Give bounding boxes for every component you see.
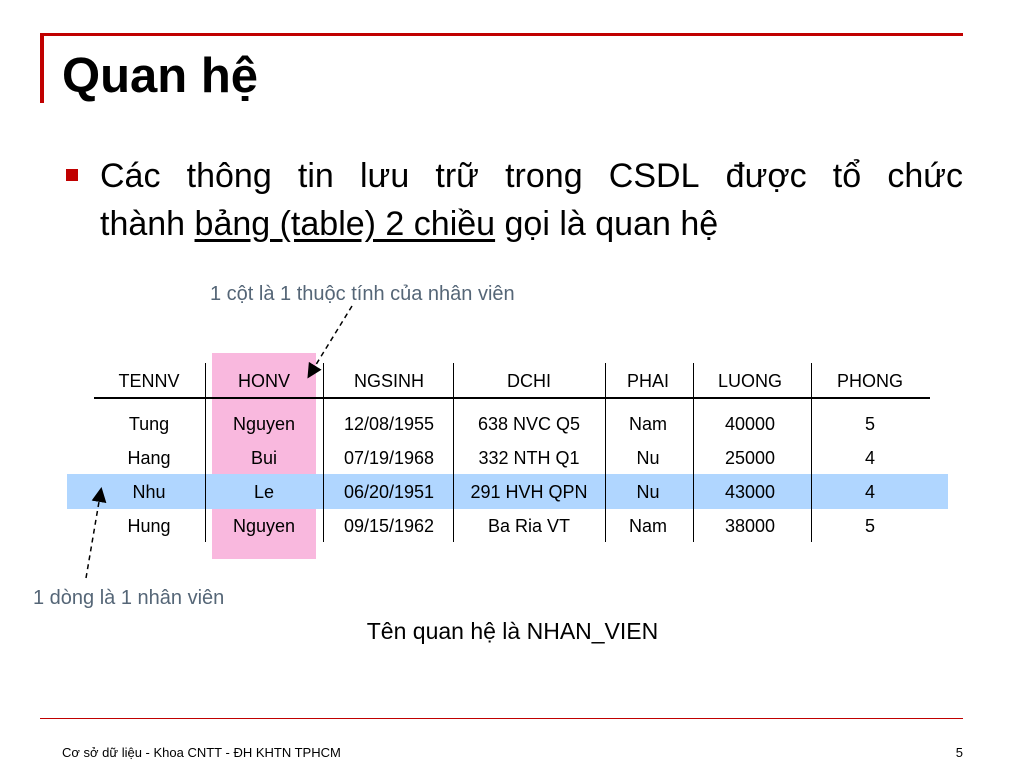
bullet-line-2-post: gọi là quan hệ — [495, 205, 719, 243]
bullet-word: Các — [100, 157, 161, 195]
bullet-word: tin — [297, 157, 334, 195]
table-cell: Nguyen — [232, 516, 296, 536]
page-number: 5 — [955, 745, 963, 760]
table-cell: 12/08/1955 — [343, 414, 435, 434]
table-cell: 4 — [864, 448, 875, 468]
bullet-word: tổ — [832, 157, 862, 195]
bullet-underlined-phrase: bảng (table) 2 chiều — [194, 205, 496, 243]
table-cell: 638 NVC Q5 — [477, 414, 581, 434]
column-header: DCHI — [507, 371, 551, 391]
relation-name-caption: Tên quan hệ là NHAN_VIEN — [366, 618, 659, 644]
table-cell: 40000 — [724, 414, 776, 434]
footer-text: Cơ sở dữ liệu - Khoa CNTT - ĐH KHTN TPHCM — [62, 745, 341, 760]
table-cell: Nhu — [132, 482, 166, 502]
table-cell: Le — [253, 482, 275, 502]
column-annotation: 1 cột là 1 thuộc tính của nhân viên — [210, 283, 515, 305]
table-cell: 07/19/1968 — [343, 448, 435, 468]
table-cell: 4 — [864, 482, 875, 502]
bullet-word: chức — [887, 157, 963, 195]
table-cell: 06/20/1951 — [343, 482, 435, 502]
column-annotation-arrow — [309, 306, 352, 376]
slide-title: Quan hệ — [62, 49, 259, 103]
table-cell: 25000 — [724, 448, 776, 468]
bullet-word: trong — [505, 157, 583, 195]
table-cell: Tung — [128, 414, 170, 434]
footer-divider — [40, 718, 963, 719]
table-cell: Nguyen — [232, 414, 296, 434]
table-cell: Hung — [127, 516, 171, 536]
bullet-word: trữ — [435, 157, 479, 195]
table-cell: 5 — [864, 516, 875, 536]
column-header: PHAI — [626, 371, 669, 391]
bullet-word: CSDL — [608, 157, 700, 195]
table-cell: Hang — [127, 448, 171, 468]
table-cell: 5 — [864, 414, 875, 434]
table-cell: 291 HVH QPN — [470, 482, 588, 502]
table-cell: Nam — [628, 414, 667, 434]
bullet-word: thông — [186, 157, 272, 195]
column-header: LUONG — [717, 371, 782, 391]
column-header: PHONG — [836, 371, 903, 391]
table-cell: 38000 — [724, 516, 776, 536]
column-header: HONV — [237, 371, 290, 391]
table-cell: Nu — [636, 448, 660, 468]
bullet-word: được — [725, 157, 807, 195]
bullet-word: lưu — [360, 157, 410, 195]
table-cell: Bui — [250, 448, 277, 468]
bullet-line-2-pre: thành — [100, 205, 195, 243]
table-cell: Ba Ria VT — [487, 516, 571, 536]
table-cell: 332 NTH Q1 — [478, 448, 580, 468]
table-cell: Nam — [628, 516, 667, 536]
table-cell: 09/15/1962 — [343, 516, 435, 536]
row-annotation-arrow — [86, 490, 101, 578]
table-cell: Nu — [636, 482, 660, 502]
column-header: NGSINH — [353, 371, 424, 391]
row-annotation: 1 dòng là 1 nhân viên — [33, 587, 225, 609]
table-cell: 43000 — [724, 482, 776, 502]
column-header: TENNV — [118, 371, 180, 391]
